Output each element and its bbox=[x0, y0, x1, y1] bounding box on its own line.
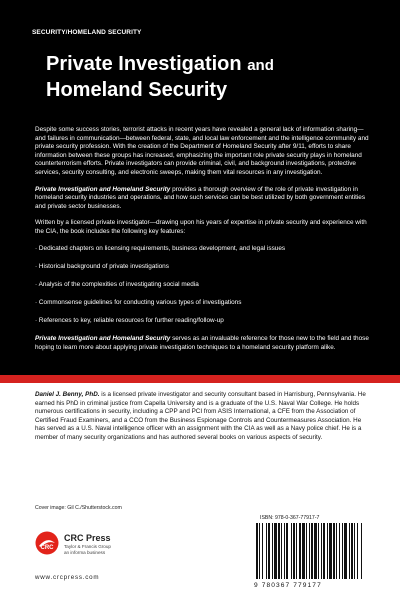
title-part-1: Private Investigation bbox=[46, 53, 242, 75]
cover-image-credit: Cover image: Gil C./Shutterstock.com bbox=[35, 505, 122, 511]
back-cover-description bbox=[35, 126, 369, 361]
title-and: and bbox=[247, 57, 274, 74]
author-and-publisher-section bbox=[0, 383, 400, 600]
isbn-label: ISBN: 978-0-367-77917-7 bbox=[260, 515, 320, 521]
publisher-website: www.crcpress.com bbox=[35, 574, 100, 581]
description-paragraph-4-text: serves as an invaluable reference for those new to the field and those hoping to learn more about applying private investigation techniques to a homeland security platform alike. bbox=[35, 335, 369, 352]
crc-press-logo-icon bbox=[35, 531, 59, 555]
publisher-logo bbox=[35, 531, 155, 571]
book-title bbox=[46, 52, 366, 102]
author-bio bbox=[35, 391, 369, 443]
book-title-inline: Private Investigation and Homeland Security bbox=[35, 335, 171, 343]
publisher-business: an informa business bbox=[64, 550, 106, 555]
isbn-barcode bbox=[254, 523, 374, 579]
category-label: SECURITY/HOMELAND SECURITY bbox=[32, 29, 142, 36]
description-paragraph-2-text: provides a thorough overview of the role of private investigation in homeland security industries and operations, and how such services can be best utilized by both government entities and private sector businesses. bbox=[35, 185, 366, 210]
publisher-group: Taylor & Francis Group bbox=[64, 544, 111, 549]
barcode-digits: 9 780367 779177 bbox=[254, 582, 322, 589]
feature-item: · Commonsense guidelines for conducting various types of investigations bbox=[35, 299, 369, 308]
author-name: Daniel J. Benny, PhD. bbox=[35, 391, 100, 398]
description-paragraph-1: Despite some success stories, terrorist attacks in recent years have revealed a general lack of information sharing—and failures in communication—between federal, state, and local law enforcement and the intelligence community and private security profession. With the creation of the Department of Homeland Security after 9/11, efforts to share information between these groups has increased, emphasizing the important role private security plays in homeland counterterrorism efforts. Private investigators can provide criminal, civil, and background investigations, protective services, security consulting, and electronic sweeps, making them vital resources in any investigation. bbox=[35, 126, 369, 176]
description-paragraph-2 bbox=[35, 186, 369, 212]
feature-item: · Analysis of the complexities of investigating social media bbox=[35, 281, 369, 290]
feature-list bbox=[35, 245, 369, 326]
book-title-inline: Private Investigation and Homeland Security bbox=[35, 185, 171, 193]
description-paragraph-4 bbox=[35, 335, 369, 352]
feature-item: · Dedicated chapters on licensing requirements, business development, and legal issues bbox=[35, 245, 369, 254]
title-part-2: Homeland Security bbox=[46, 79, 228, 101]
feature-item: · Historical background of private investigations bbox=[35, 263, 369, 272]
feature-item: · References to key, reliable resources for further reading/follow-up bbox=[35, 317, 369, 326]
author-bio-text: is a licensed private investigator and security consultant based in Harrisburg, Pennsylvania. He earned his PhD in criminal justice from Capella University and is a graduate of the U.S. Naval War College. He holds numerous certifications in security, including a CPP and PCI from ASIS International, a CFE from the Association of Certified Fraud Examiners, and a CCO from the Business Espionage Controls and Countermeasures Association. He has served as a U.S. Naval intelligence officer with an assignment with the CIA as well as a Navy police chief. He is a member of many security organizations and has authored several books on various aspects of security. bbox=[35, 391, 366, 441]
publisher-name: CRC Press bbox=[64, 533, 111, 543]
svg-text:CRC: CRC bbox=[40, 545, 54, 551]
description-paragraph-3: Written by a licensed private investigator—drawing upon his years of expertise in private security and experience with the CIA, the book includes the following key features: bbox=[35, 219, 367, 235]
red-divider-band bbox=[0, 375, 400, 383]
